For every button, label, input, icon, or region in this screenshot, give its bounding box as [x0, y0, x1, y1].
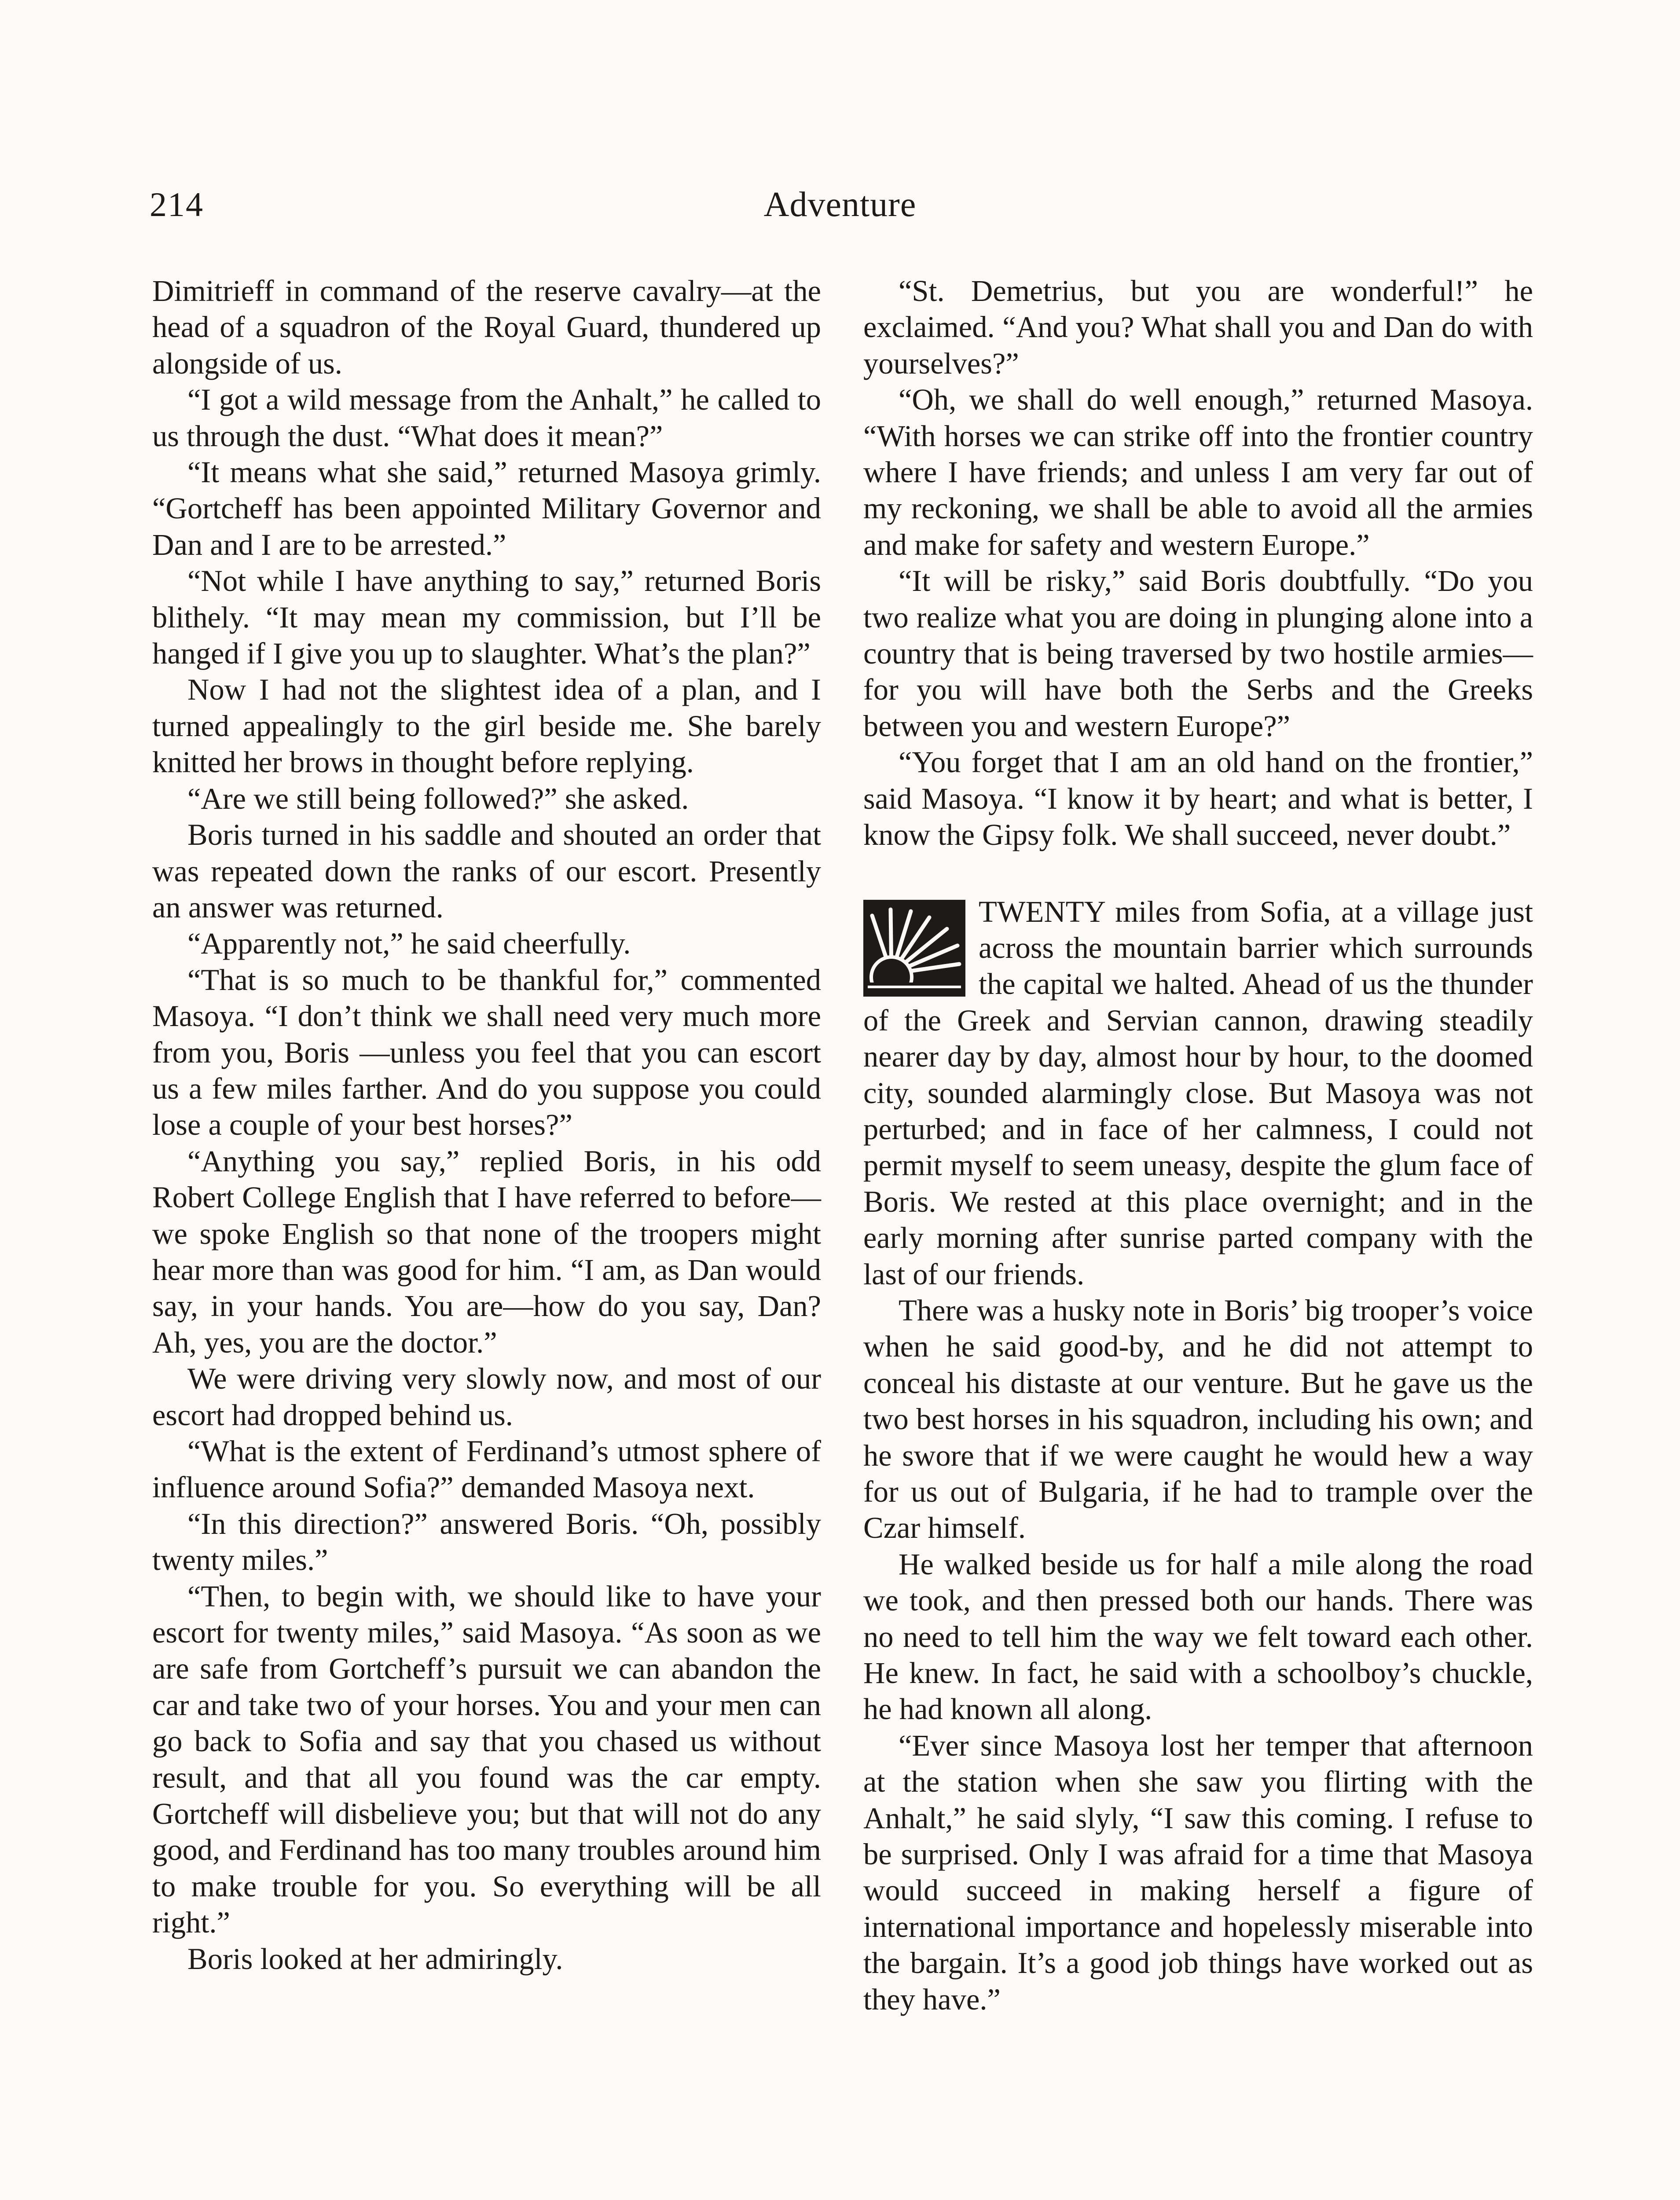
paragraph: “What is the extent of Ferdinand’s utmost sphere of influence around Sofia?” demanded Masoya next. [152, 1434, 821, 1504]
paragraph: “St. Demetrius, but you are wonderful!” he exclaimed. “And you? What shall you and Dan do with yourselves?” [863, 274, 1533, 380]
paragraph: “Not while I have anything to say,” returned Boris blithely. “It may mean my commission, but I’ll be hanged if I give you up to slaughter. What’s the plan?” [152, 564, 821, 671]
paragraph: Boris looked at her admiringly. [187, 1942, 563, 1976]
paragraph: “In this direction?” answered Boris. “Oh, possibly twenty miles.” [152, 1507, 821, 1577]
paragraph: Boris turned in his saddle and shouted an order that was repeated down the ranks of our escort. Presently an answer was returned. [152, 818, 821, 924]
page-number: 214 [150, 185, 204, 224]
paragraph: We were driving very slowly now, and most of our escort had dropped behind us. [152, 1362, 821, 1432]
paragraph: “Anything you say,” replied Boris, in his odd Robert College English that I have referred to before—we spoke English so that none of the troopers might hear more than was good for him. “I am, as Dan would say, in your hands. You are—how do you say, Dan? Ah, yes, you are the doctor.” [152, 1144, 821, 1359]
paragraph: “I got a wild message from the Anhalt,” he called to us through the dust. “What does it mean?” [152, 383, 821, 453]
right-column [863, 273, 1533, 2017]
paragraph: Now I had not the slightest idea of a plan, and I turned appealingly to the girl beside me. She barely knitted her brows in thought before replying. [152, 673, 821, 779]
paragraph: “Are we still being followed?” she asked. [187, 781, 689, 815]
running-head: Adventure [763, 185, 917, 224]
paragraph: There was a husky note in Boris’ big trooper’s voice when he said good-by, and he did not attempt to conceal his distaste at our venture. But he gave us the two best horses in his squadron, including his own; and he swore that if we were caught he would hew a way for us out of Bulgaria, if he had to trample over the Czar himself. [863, 1293, 1533, 1545]
paragraph: “That is so much to be thankful for,” commented Masoya. “I don’t think we shall need very much more from you, Boris —unless you feel that you can escort us a few miles farther. And do you suppose you could lose a couple of your best horses?” [152, 963, 821, 1142]
paragraph: “Ever since Masoya lost her temper that afternoon at the station when she saw you flirting with the Anhalt,” he said slyly, “I saw this coming. I refuse to be surprised. Only I was afraid for a time that Masoya would succeed in making herself a figure of international importance and hopelessly miserable into the bargain. It’s a good job things have worked out as they have.” [863, 1728, 1533, 2016]
paragraph: Dimitrieff in command of the reserve cavalry—at the head of a squadron of the Royal Guard, thundered up alongside of us. [152, 274, 821, 380]
paragraph: “Oh, we shall do well enough,” returned Masoya. “With horses we can strike off into the frontier country where I have friends; and unless I am very far out of my reckoning, we shall be able to avoid all the armies and make for safety and western Europe.” [863, 383, 1533, 561]
paragraph: “Apparently not,” he said cheerfully. [187, 927, 631, 961]
section-opening-paragraph: TWENTY miles from Sofia, at a village just across the mountain barrier which surrounds the capital we halted. Ahead of us the thunder of the Greek and Servian cannon, drawing steadily nearer day by day, almost hour by hour, to the doomed city, sounded alarmingly close. But Masoya was not perturbed; and in face of her calmness, I could not permit myself to seem uneasy, despite the glum face of Boris. We rested at this place overnight; and in the early morning after sunrise parted company with the last of our friends. [863, 895, 1533, 1291]
section-break [863, 853, 1533, 894]
paragraph: He walked beside us for half a mile along the road we took, and then pressed both our hands. There was no need to tell him the way we felt toward each other. He knew. In fact, he said with a schoolboy’s chuckle, he had known all along. [863, 1547, 1533, 1726]
section-opening [863, 894, 1533, 1292]
paragraph: “It means what she said,” returned Masoya grimly. “Gortcheff has been appointed Military Governor and Dan and I are to be arrested.” [152, 455, 821, 561]
paragraph: “You forget that I am an old hand on the frontier,” said Masoya. “I know it by heart; and what is better, I know the Gipsy folk. We shall succeed, never doubt.” [863, 745, 1533, 852]
sunrise-ornament-icon [863, 900, 965, 997]
paragraph: “Then, to begin with, we should like to have your escort for twenty miles,” said Masoya. “As soon as we are safe from Gortcheff’s pursuit we can abandon the car and take two of your horses. You and your men can go back to Sofia and say that you chased us without result, and that all you found was the car empty. Gortcheff will disbelieve you; but that will not do any good, and Ferdinand has too many troubles around him to make trouble for you. So everything will be all right.” [152, 1579, 821, 1940]
left-column [152, 273, 821, 1977]
paragraph: “It will be risky,” said Boris doubtfully. “Do you two realize what you are doing in plunging alone into a country that is being traversed by two hostile armies—for you will have both the Serbs and the Greeks between you and western Europe?” [863, 564, 1533, 743]
